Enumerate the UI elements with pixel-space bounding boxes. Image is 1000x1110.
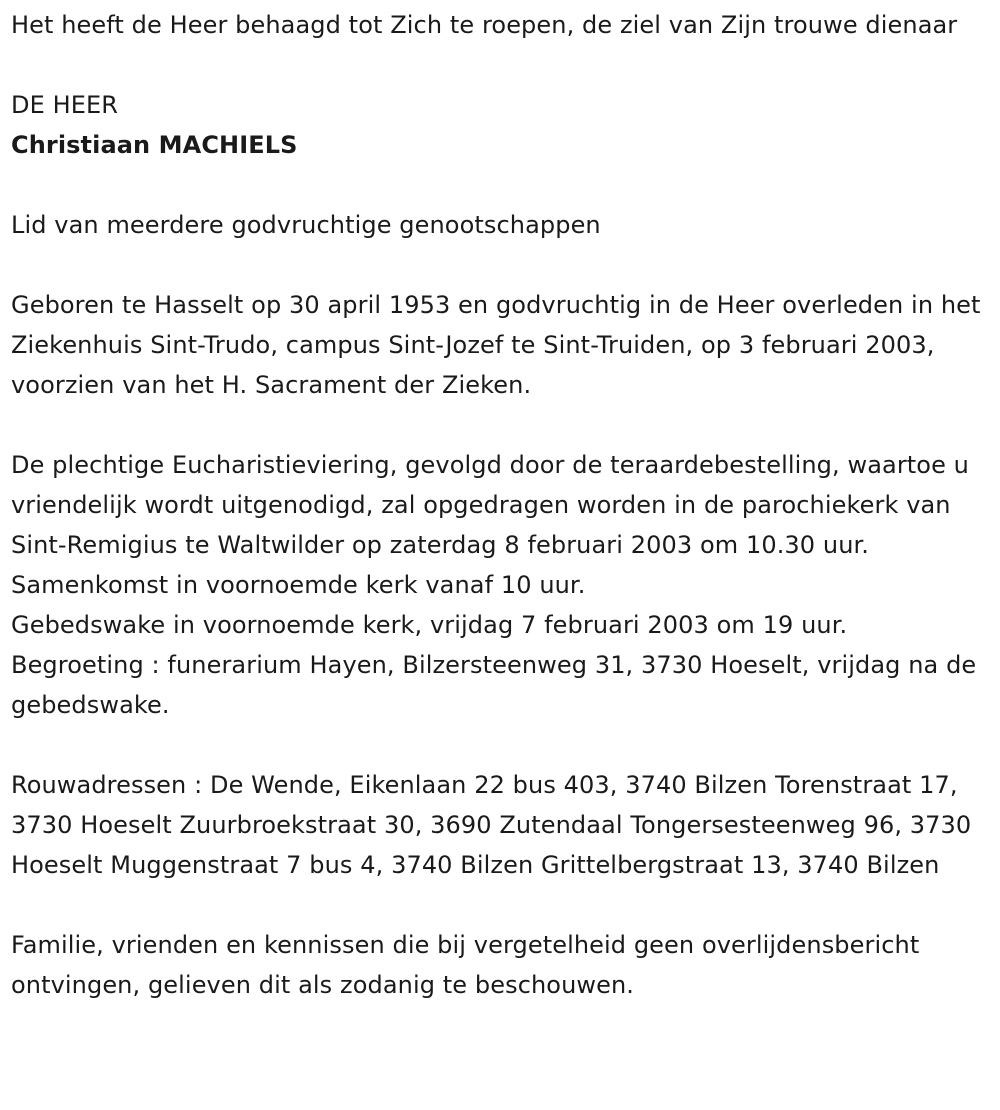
closing-text: Familie, vrienden en kennissen die bij vergetelheid geen overlijdensbericht ontvingen, gelieven dit als zodanig te beschouwen. [11, 931, 920, 999]
spacer [11, 725, 988, 765]
ceremony-block [11, 445, 988, 725]
spacer [11, 885, 988, 925]
vigil-text: Gebedswake in voornoemde kerk, vrijdag 7 februari 2003 om 19 uur. [11, 611, 848, 639]
mass-text: De plechtige Eucharistieviering, gevolgd door de teraardebestelling, waartoe u vriendelijk wordt uitgenodigd, zal opgedragen worden in de parochiekerk van Sint-Remigius te Waltwilder op zaterdag 8 februari 2003 om 10.30 uur. Samenkomst in voornoemde kerk vanaf 10 uur. [11, 451, 969, 599]
addresses-text: Rouwadressen : De Wende, Eikenlaan 22 bus 403, 3740 Bilzen Torenstraat 17, 3730 Hoeselt Zuurbroekstraat 30, 3690 Zutendaal Tongersesteenweg 96, 3730 Hoeselt Muggenstraat 7 bus 4, 3740 Bilzen Grittelbergstraat 13, 3740 Bilzen [11, 771, 972, 879]
birth-death-text: Geboren te Hasselt op 30 april 1953 en godvruchtig in de Heer overleden in het Ziekenhuis Sint-Trudo, campus Sint-Jozef te Sint-Truiden, op 3 februari 2003, voorzien van het H. Sacrament der Zieken. [11, 291, 981, 399]
spacer [11, 245, 988, 285]
deceased-name: Christiaan MACHIELS [11, 131, 298, 159]
greeting-text: Begroeting : funerarium Hayen, Bilzersteenweg 31, 3730 Hoeselt, vrijdag na de gebedswake. [11, 651, 977, 719]
spacer [11, 405, 988, 445]
intro-text: Het heeft de Heer behaagd tot Zich te roepen, de ziel van Zijn trouwe dienaar [11, 11, 958, 39]
spacer [11, 165, 988, 205]
membership-text: Lid van meerdere godvruchtige genootschappen [11, 211, 601, 239]
deceased-title: DE HEER [11, 91, 119, 119]
spacer [11, 45, 988, 85]
